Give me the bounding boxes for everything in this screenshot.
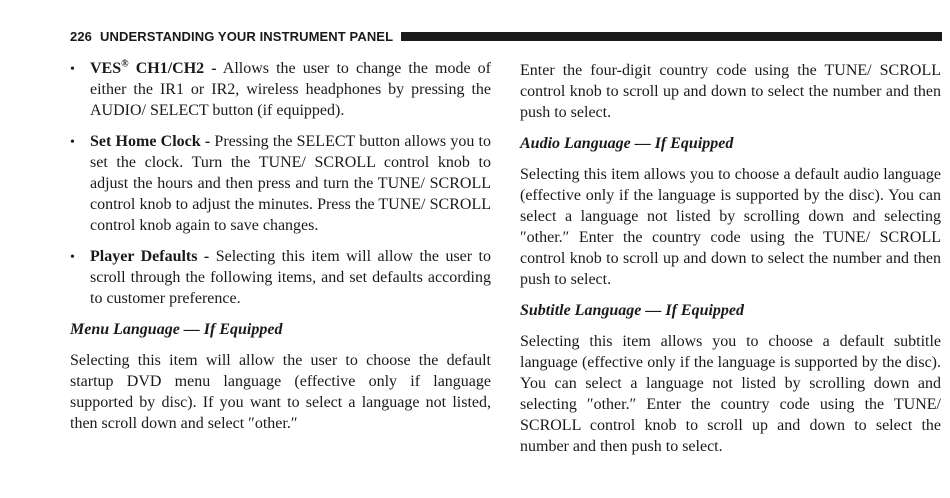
left-column [70, 58, 491, 444]
bullet-icon: • [70, 135, 75, 150]
bullet-term: Set Home Clock - [90, 133, 211, 150]
bullet-icon: • [70, 250, 75, 265]
bullet-icon: • [70, 62, 75, 77]
bullet-item-set-home-clock [70, 131, 491, 236]
header-rule [401, 32, 942, 41]
bullet-text: Player Defaults - Selecting this item will allow the user to scroll through the following items, and set defaults according to customer preference. [90, 248, 492, 307]
audio-language-paragraph: Selecting this item allows you to choose a default audio language (effective only if the language is supported by the disc). You can select a language not listed by scrolling down and selecting ″other.″ Enter the country code using the TUNE/ SCROLL control knob to scroll up and down to select the number and then push to select. [520, 166, 941, 288]
bullet-text: Set Home Clock - Pressing the SELECT button allows you to set the clock. Turn the TUNE/ SCROLL control knob to adjust the hours and then press and turn the TUNE/ SCROLL control knob to adjust the minutes. Press the TUNE/ SCROLL control knob again to save changes. [90, 133, 492, 234]
bullet-item-ves [70, 58, 491, 121]
subtitle-language-heading: Subtitle Language — If Equipped [520, 302, 745, 319]
subtitle-language-paragraph: Selecting this item allows you to choose a default subtitle language (effective only if the language is supported by the disc). You can select a language not listed by scrolling down and selecting ″other.″ Enter the country code using the TUNE/ SCROLL control knob to scroll up and down to select the number and then push to select. [520, 333, 941, 455]
right-column [520, 58, 941, 467]
bullet-term: Player Defaults - [90, 248, 210, 265]
menu-language-heading: Menu Language — If Equipped [70, 321, 283, 338]
audio-language-heading: Audio Language — If Equipped [520, 135, 734, 152]
bullet-term: VES® CH1/CH2 - [90, 58, 217, 77]
country-code-paragraph: Enter the four-digit country code using the TUNE/ SCROLL control knob to scroll up and down to select the number and then push to select. [520, 62, 941, 121]
page-number: 226 [70, 28, 92, 44]
bullet-item-player-defaults [70, 246, 491, 309]
menu-language-paragraph: Selecting this item will allow the user to choose the default startup DVD menu language (effective only if language supported by disc). If you want to select a language not listed, then scroll down and select ″other.″ [70, 352, 491, 432]
bullet-text: VES® CH1/CH2 - Allows the user to change the mode of either the IR1 or IR2, wireless headphones by pressing the AUDIO/ SELECT button (if equipped). [90, 58, 491, 119]
section-title: UNDERSTANDING YOUR INSTRUMENT PANEL [100, 28, 394, 44]
page-header [70, 27, 942, 45]
